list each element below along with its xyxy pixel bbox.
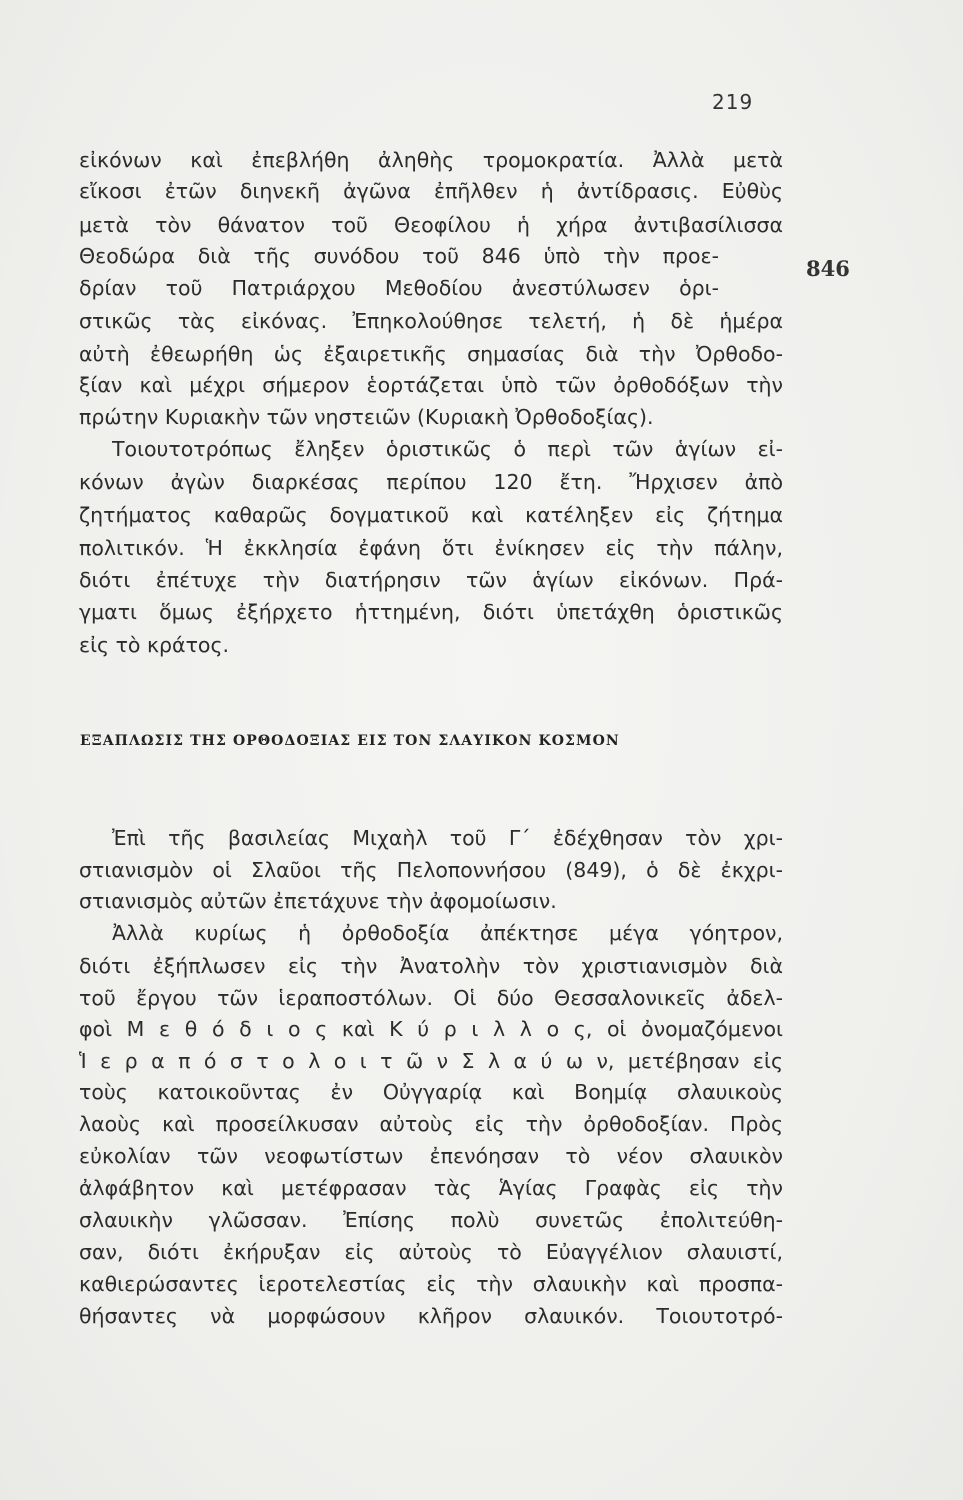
text-line: σλαυικὴν γλῶσσαν. Ἐπίσης πολὺ συνετῶς ἐπολιτεύθη- bbox=[79, 1208, 783, 1232]
text-line: στιανισμὸς αὐτῶν ἐπετάχυνε τὴν ἀφομοίωσιν. bbox=[79, 889, 557, 913]
text-line: στιανισμὸν οἱ Σλαῦοι τῆς Πελοποννήσου (849), ὁ δὲ ἐκχρι- bbox=[79, 858, 783, 882]
text-line: εἴκοσι ἐτῶν διηνεκῆ ἀγῶνα ἐπῆλθεν ἡ ἀντίδρασις. Εὐθὺς bbox=[79, 179, 783, 203]
text-line: λαοὺς καὶ προσείλκυσαν αὐτοὺς εἰς τὴν ὀρθοδοξίαν. Πρὸς bbox=[79, 1112, 783, 1136]
text-line: εἰς τὸ κράτος. bbox=[79, 633, 230, 657]
text-line: Ἀλλὰ κυρίως ἡ ὀρθοδοξία ἀπέκτησε μέγα γόητρον, bbox=[112, 921, 783, 945]
text-line: σαν, διότι ἐκήρυξαν εἰς αὐτοὺς τὸ Εὐαγγέλιον σλαυιστί, bbox=[79, 1240, 783, 1264]
section-heading: ΕΞΑΠΛΩΣΙΣ ΤΗΣ ΟΡΘΟΔΟΞΙΑΣ ΕΙΣ ΤΟΝ ΣΛΑΥΙΚΟΝ ΚΟΣΜΟΝ bbox=[80, 733, 620, 749]
text-line: ζητήματος καθαρῶς δογματικοῦ καὶ κατέληξεν εἰς ζήτημα bbox=[79, 503, 783, 527]
text-line: τοὺς κατοικοῦντας ἐν Οὐγγαρίᾳ καὶ Βοημίᾳ σλαυικοὺς bbox=[79, 1080, 783, 1104]
text-line: φοὶ Μ ε θ ό δ ι ο ς καὶ Κ ύ ρ ι λ λ ο ς, οἱ ὀνομαζόμενοι bbox=[79, 1017, 783, 1041]
text-line: Θεοδώρα διὰ τῆς συνόδου τοῦ 846 ὑπὸ τὴν προε- bbox=[79, 244, 719, 268]
text-line: Τοιουτοτρόπως ἔληξεν ὁριστικῶς ὁ περὶ τῶν ἁγίων εἰ- bbox=[112, 437, 783, 461]
text-line: μετὰ τὸν θάνατον τοῦ Θεοφίλου ἡ χήρα ἀντιβασίλισσα bbox=[79, 213, 783, 237]
text-line: αὐτὴ ἐθεωρήθη ὡς ἐξαιρετικῆς σημασίας διὰ τὴν Ὀρθοδο- bbox=[79, 342, 783, 366]
margin-note-year: 846 bbox=[806, 256, 850, 281]
text-line: Ἱ ε ρ α π ό σ τ ο λ ο ι τ ῶ ν Σ λ α ύ ω ν, μετέβησαν εἰς bbox=[79, 1049, 783, 1073]
text-line: διότι ἐπέτυχε τὴν διατήρησιν τῶν ἁγίων εἰκόνων. Πρά- bbox=[79, 568, 783, 592]
text-line: τοῦ ἔργου τῶν ἱεραποστόλων. Οἱ δύο Θεσσαλονικεῖς ἀδελ- bbox=[79, 986, 783, 1010]
text-line: γματι ὅμως ἐξήρχετο ἡττημένη, διότι ὑπετάχθη ὁριστικῶς bbox=[79, 600, 783, 624]
text-line: ξίαν καὶ μέχρι σήμερον ἑορτάζεται ὑπὸ τῶν ὀρθοδόξων τὴν bbox=[79, 373, 783, 397]
page-number: 219 bbox=[712, 90, 754, 114]
text-line: Ἐπὶ τῆς βασιλείας Μιχαὴλ τοῦ Γ´ ἐδέχθησαν τὸν χρι- bbox=[112, 826, 783, 850]
text-line: καθιερώσαντες ἱεροτελεστίας εἰς τὴν σλαυικὴν καὶ προσπα- bbox=[79, 1272, 783, 1296]
text-line: πολιτικόν. Ἡ ἐκκλησία ἐφάνη ὅτι ἐνίκησεν εἰς τὴν πάλην, bbox=[79, 536, 783, 560]
text-line: εἰκόνων καὶ ἐπεβλήθη ἀληθὴς τρομοκρατία. Ἀλλὰ μετὰ bbox=[79, 148, 783, 172]
text-line: εὐκολίαν τῶν νεοφωτίστων ἐπενόησαν τὸ νέον σλαυικὸν bbox=[79, 1144, 783, 1168]
text-line: θήσαντες νὰ μορφώσουν κλῆρον σλαυικόν. Τοιουτοτρό- bbox=[79, 1304, 783, 1328]
text-line: δρίαν τοῦ Πατριάρχου Μεθοδίου ἀνεστύλωσεν ὁρι- bbox=[79, 276, 719, 300]
text-line: κόνων ἀγὼν διαρκέσας περίπου 120 ἔτη. Ἤρχισεν ἀπὸ bbox=[79, 470, 783, 494]
text-line: ἀλφάβητον καὶ μετέφρασαν τὰς Ἁγίας Γραφὰς εἰς τὴν bbox=[79, 1176, 783, 1200]
text-line: πρώτην Κυριακὴν τῶν νηστειῶν (Κυριακὴ Ὀρθοδοξίας). bbox=[79, 405, 654, 429]
text-line: διότι ἐξήπλωσεν εἰς τὴν Ἀνατολὴν τὸν χριστιανισμὸν διὰ bbox=[79, 954, 783, 978]
text-line: στικῶς τὰς εἰκόνας. Ἐπηκολούθησε τελετή, ἡ δὲ ἡμέρα bbox=[79, 309, 783, 333]
